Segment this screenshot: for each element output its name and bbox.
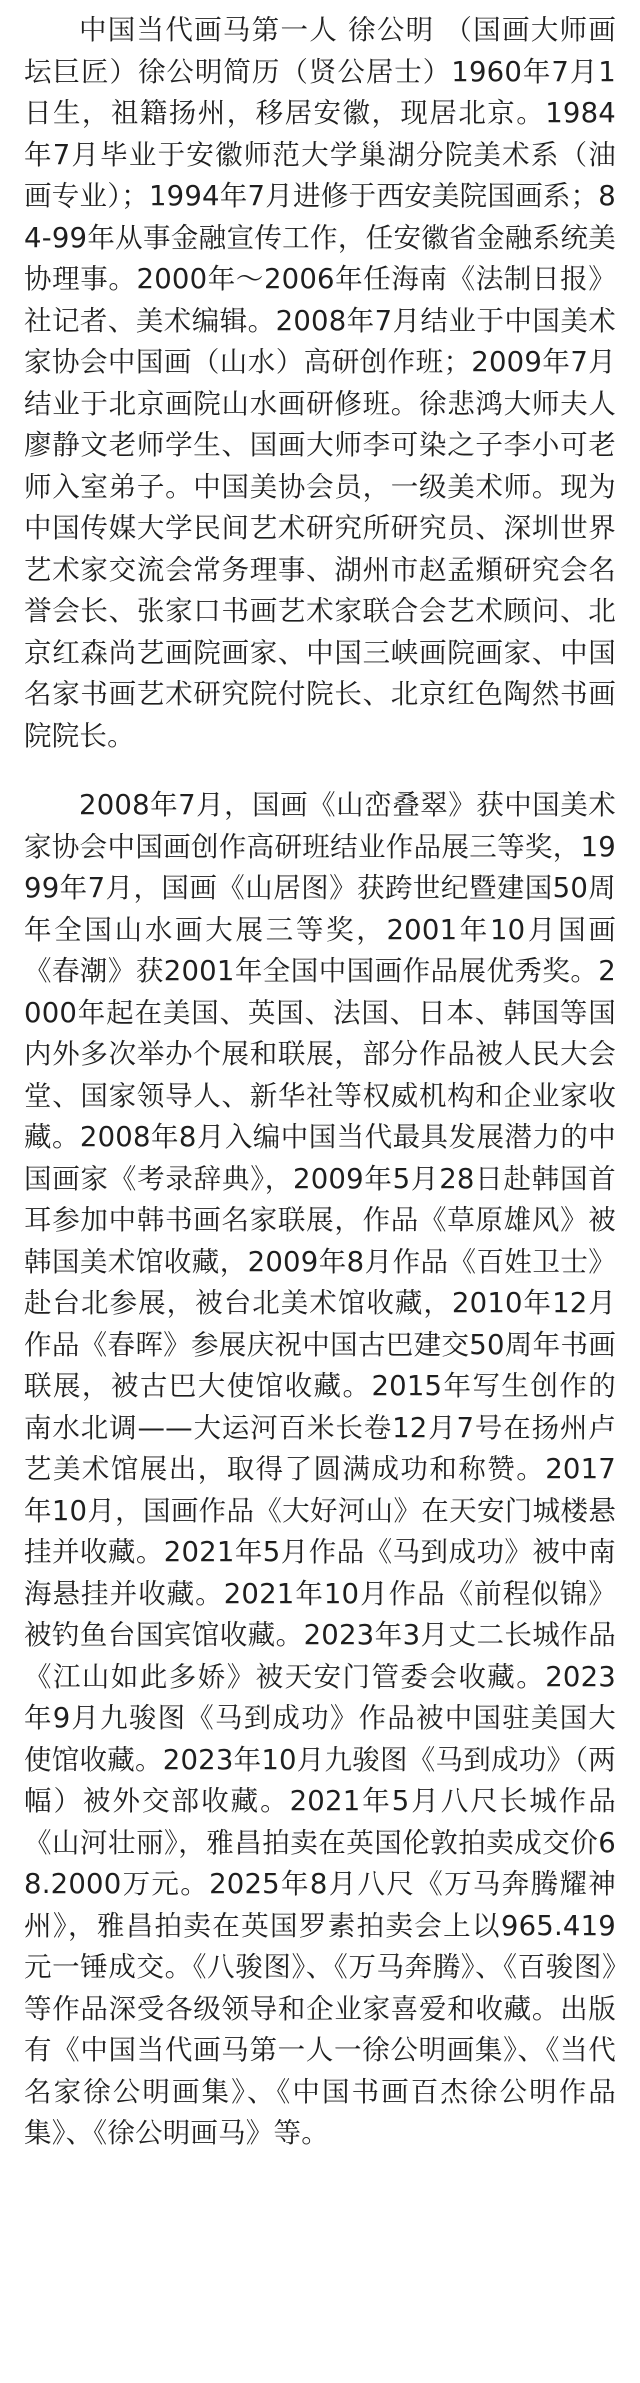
achievements-paragraph: 2008年7月，国画《山峦叠翠》获中国美术家协会中国画创作高研班结业作品展三等奖，1999年7月，国画《山居图》获跨世纪暨建国50周年全国山水画大展三等奖，2001年10月国画《春潮》获2001年全国中国画作品展优秀奖。2000年起在美国、英国、法国、日本、韩国等国内外多次举办个展和联展，部分作品被人民大会堂、国家领导人、新华社等权威机构和企业家收藏。2008年8月入编中国当代最具发展潜力的中国画家《考录辞典》，2009年5月28日赴韩国首耳参加中韩书画名家联展，作品《草原雄风》被韩国美术馆收藏，2009年8月作品《百姓卫士》赴台北参展，被台北美术馆收藏，2010年12月作品《春晖》参展庆祝中国古巴建交50周年书画联展，被古巴大使馆收藏。2015年写生创作的南水北调——大运河百米长卷12月7号在扬州卢艺美术馆展出，取得了圆满成功和称赞。2017年10月，国画作品《大好河山》在天安门城楼悬挂并收藏。2021年5月作品《马到成功》被中南海悬挂并收藏。2021年10月作品《前程似锦》被钓鱼台国宾馆收藏。2023年3月丈二长城作品《江山如此多娇》被天安门管委会收藏。2023年9月九骏图《马到成功》作品被中国驻美国大使馆收藏。2023年10月九骏图《马到成功》（两幅）被外交部收藏。2021年5月八尺长城作品《山河壮丽》，雅昌拍卖在英国伦敦拍卖成交价68.2000万元。2025年8月八尺《万马奔腾耀神州》，雅昌拍卖在英国罗素拍卖会上以965.419元一锤成交。《八骏图》、《万马奔腾》、《百骏图》等作品深受各级领导和企业家喜爱和收藏。出版有《中国当代画马第一人一徐公明画集》、《当代名家徐公明画集》、《中国书画百杰徐公明作品集》、《徐公明画马》等。 [24,789,616,2149]
biography-paragraph: 中国当代画马第一人 徐公明 （国画大师画坛巨匠）徐公明简历（贤公居士）1960年7月1日生，祖籍扬州，移居安徽，现居北京。1984年7月毕业于安徽师范大学巢湖分院美术系（油画专业）；1994年7月进修于西安美院国画系；84-99年从事金融宣传工作，任安徽省金融系统美协理事。2000年～2006年任海南《法制日报》社记者、美术编辑。2008年7月结业于中国美术家协会中国画（山水）高研创作班；2009年7月结业于北京画院山水画研修班。徐悲鸿大师夫人廖静文老师学生、国画大师李可染之子李小可老师入室弟子。中国美协会员，一级美术师。现为中国传媒大学民间艺术研究所研究员、深圳世界艺术家交流会常务理事、湖州市赵孟頫研究会名誉会长、张家口书画艺术家联合会艺术顾问、北京红森尚艺画院画家、中国三峡画院画家、中国名家书画艺术研究院付院长、北京红色陶然书画院院长。 [24,14,616,752]
